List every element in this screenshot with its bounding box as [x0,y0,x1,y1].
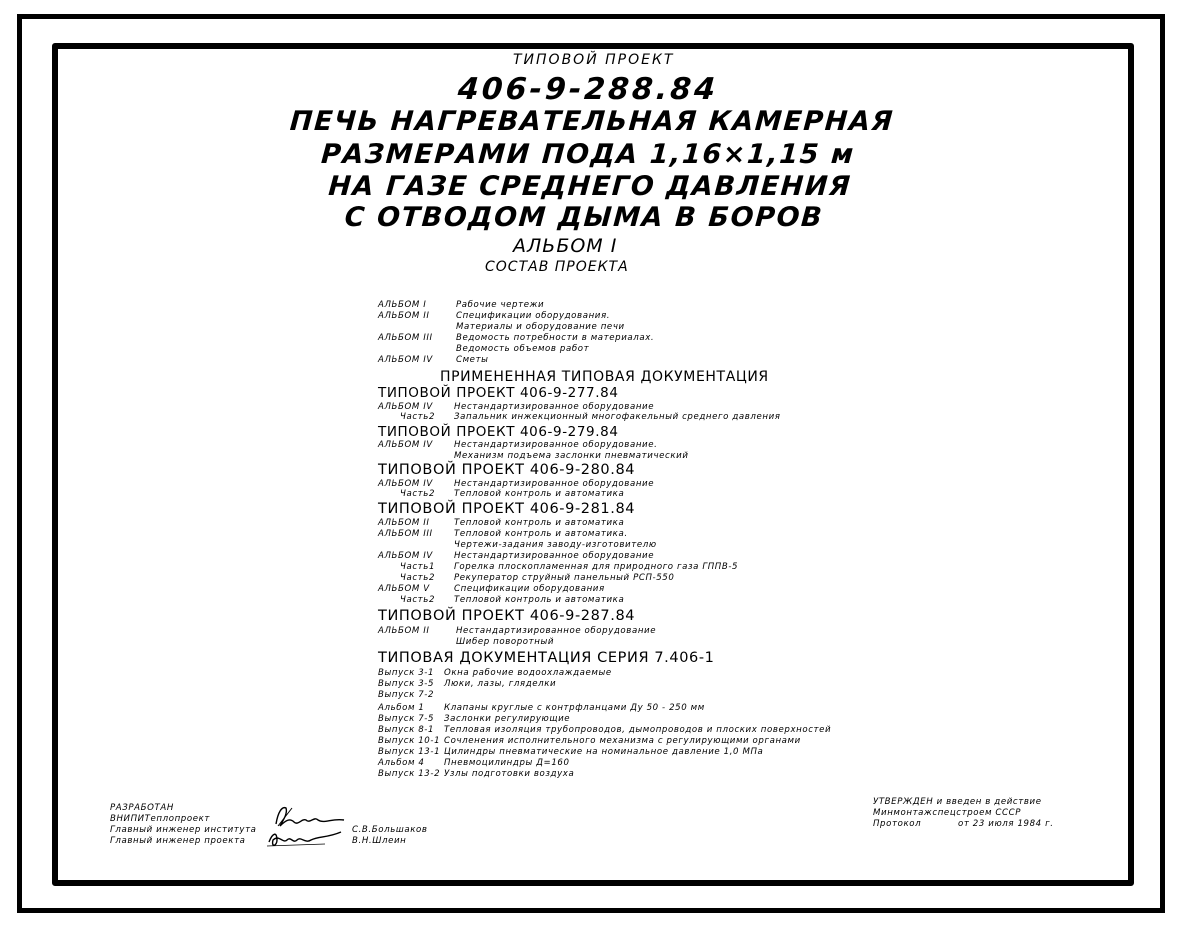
approval-ministry: Минмонтажспецстроем СССР [873,808,1022,818]
signature-2 [265,826,345,850]
p4-label-3: АЛЬБОМ IV [378,551,433,561]
p1-label-0: АЛЬБОМ IV [378,402,433,412]
s-label-7: Выпуск 13-1 [378,747,441,757]
comp-text-1: Спецификации оборудования. [456,311,611,321]
s-text-0: Окна рабочие водоохлаждаемые [444,668,612,678]
signatory-1: С.В.Большаков [352,825,428,835]
protocol-date: от 23 июля 1984 г. [958,819,1054,829]
composition-label: СОСТАВ ПРОЕКТА [485,259,629,275]
p3-label-1: Часть2 [400,489,436,499]
p4-label-5: Часть2 [400,573,436,583]
s-text-4: Заслонки регулирующие [444,714,571,724]
p1-label-1: Часть2 [400,412,436,422]
s-label-5: Выпуск 8-1 [378,725,435,735]
comp-text-3: Ведомость потребности в материалах. [456,333,655,343]
p4-text-6: Спецификации оборудования [454,584,605,594]
p5-text-0: Нестандартизированное оборудование [456,626,657,636]
comp-label-3: АЛЬБОМ III [378,333,433,343]
title-line-4: С ОТВОДОМ ДЫМА В БОРОВ [343,202,825,233]
p1-text-0: Нестандартизированное оборудование [454,402,655,412]
developed-label: РАЗРАБОТАН [110,803,174,813]
applied-project-4: ТИПОВОЙ ПРОЕКТ 406-9-281.84 [378,501,636,517]
approved-label: УТВЕРЖДЕН и введен в действие [873,797,1042,807]
p4-label-7: Часть2 [400,595,436,605]
p4-text-5: Рекуператор струйный панельный РСП-550 [454,573,675,583]
p4-label-1: АЛЬБОМ III [378,529,433,539]
chief-engineer-institute: Главный инженер института [110,825,257,835]
s-label-6: Выпуск 10-1 [378,736,441,746]
p3-label-0: АЛЬБОМ IV [378,479,433,489]
s-text-3: Клапаны круглые с контрфланцами Ду 50 - 250 мм [444,703,705,713]
p4-label-0: АЛЬБОМ II [378,518,430,528]
applied-series: ТИПОВАЯ ДОКУМЕНТАЦИЯ СЕРИЯ 7.406-1 [378,650,715,666]
p4-label-4: Часть1 [400,562,436,572]
p5-text-1: Шибер поворотный [456,637,555,647]
s-label-9: Выпуск 13-2 [378,769,441,779]
applied-project-3: ТИПОВОЙ ПРОЕКТ 406-9-280.84 [378,462,636,478]
comp-text-4: Ведомость объемов работ [456,344,590,354]
comp-label-1: АЛЬБОМ II [378,311,430,321]
p2-text-0: Нестандартизированное оборудование. [454,440,658,450]
p5-label-0: АЛЬБОМ II [378,626,430,636]
comp-label-0: АЛЬБОМ I [378,300,427,310]
comp-text-2: Материалы и оборудование печи [456,322,625,332]
s-label-3: Альбом 1 [378,703,425,713]
p4-text-2: Чертежи-задания заводу-изготовителю [454,540,657,550]
comp-text-0: Рабочие чертежи [456,300,545,310]
s-text-7: Цилиндры пневматические на номинальное давление 1,0 МПа [444,747,764,757]
title-line-1: ПЕЧЬ НАГРЕВАТЕЛЬНАЯ КАМЕРНАЯ [288,106,896,137]
p4-text-1: Тепловой контроль и автоматика. [454,529,628,539]
applied-project-2: ТИПОВОЙ ПРОЕКТ 406-9-279.84 [378,424,619,440]
p4-label-6: АЛЬБОМ V [378,584,430,594]
p2-label-0: АЛЬБОМ IV [378,440,433,450]
protocol-label: Протокол [873,819,922,829]
p2-text-1: Механизм подъема заслонки пневматический [454,451,689,461]
s-label-1: Выпуск 3-5 [378,679,435,689]
signatory-2: В.Н.Шлеин [352,836,407,846]
p4-text-3: Нестандартизированное оборудование [454,551,655,561]
s-label-4: Выпуск 7-5 [378,714,435,724]
comp-text-5: Сметы [456,355,489,365]
s-label-0: Выпуск 3-1 [378,668,435,678]
applied-heading: ПРИМЕНЕННАЯ ТИПОВАЯ ДОКУМЕНТАЦИЯ [440,369,769,385]
s-text-9: Узлы подготовки воздуха [444,769,575,779]
title-line-3: НА ГАЗЕ СРЕДНЕГО ДАВЛЕНИЯ [327,171,853,202]
p3-text-0: Нестандартизированное оборудование [454,479,655,489]
s-text-8: Пневмоцилиндры Д=160 [444,758,570,768]
p4-text-4: Горелка плоскопламенная для природного газа ГППВ-5 [454,562,739,572]
comp-label-5: АЛЬБОМ IV [378,355,433,365]
s-text-6: Сочленения исполнительного механизма с регулирующими органами [444,736,801,746]
applied-project-1: ТИПОВОЙ ПРОЕКТ 406-9-277.84 [378,385,619,401]
album-label: АЛЬБОМ I [513,235,618,257]
project-number: 406-9-288.84 [456,72,720,107]
tip-label: ТИПОВОЙ ПРОЕКТ [513,52,675,68]
p3-text-1: Тепловой контроль и автоматика [454,489,625,499]
s-label-2: Выпуск 7-2 [378,690,435,700]
p4-text-7: Тепловой контроль и автоматика [454,595,625,605]
s-text-1: Люки, лазы, гляделки [444,679,557,689]
s-text-5: Тепловая изоляция трубопроводов, дымопроводов и плоских поверхностей [444,725,832,735]
applied-project-5: ТИПОВОЙ ПРОЕКТ 406-9-287.84 [378,608,636,624]
title-line-2: РАЗМЕРАМИ ПОДА 1,16×1,15 м [320,139,856,170]
p1-text-1: Запальник инжекционный многофакельный среднего давления [454,412,781,422]
p4-text-0: Тепловой контроль и автоматика [454,518,625,528]
chief-engineer-project: Главный инженер проекта [110,836,246,846]
s-label-8: Альбом 4 [378,758,425,768]
developer-org: ВНИПИТеплопроект [110,814,210,824]
